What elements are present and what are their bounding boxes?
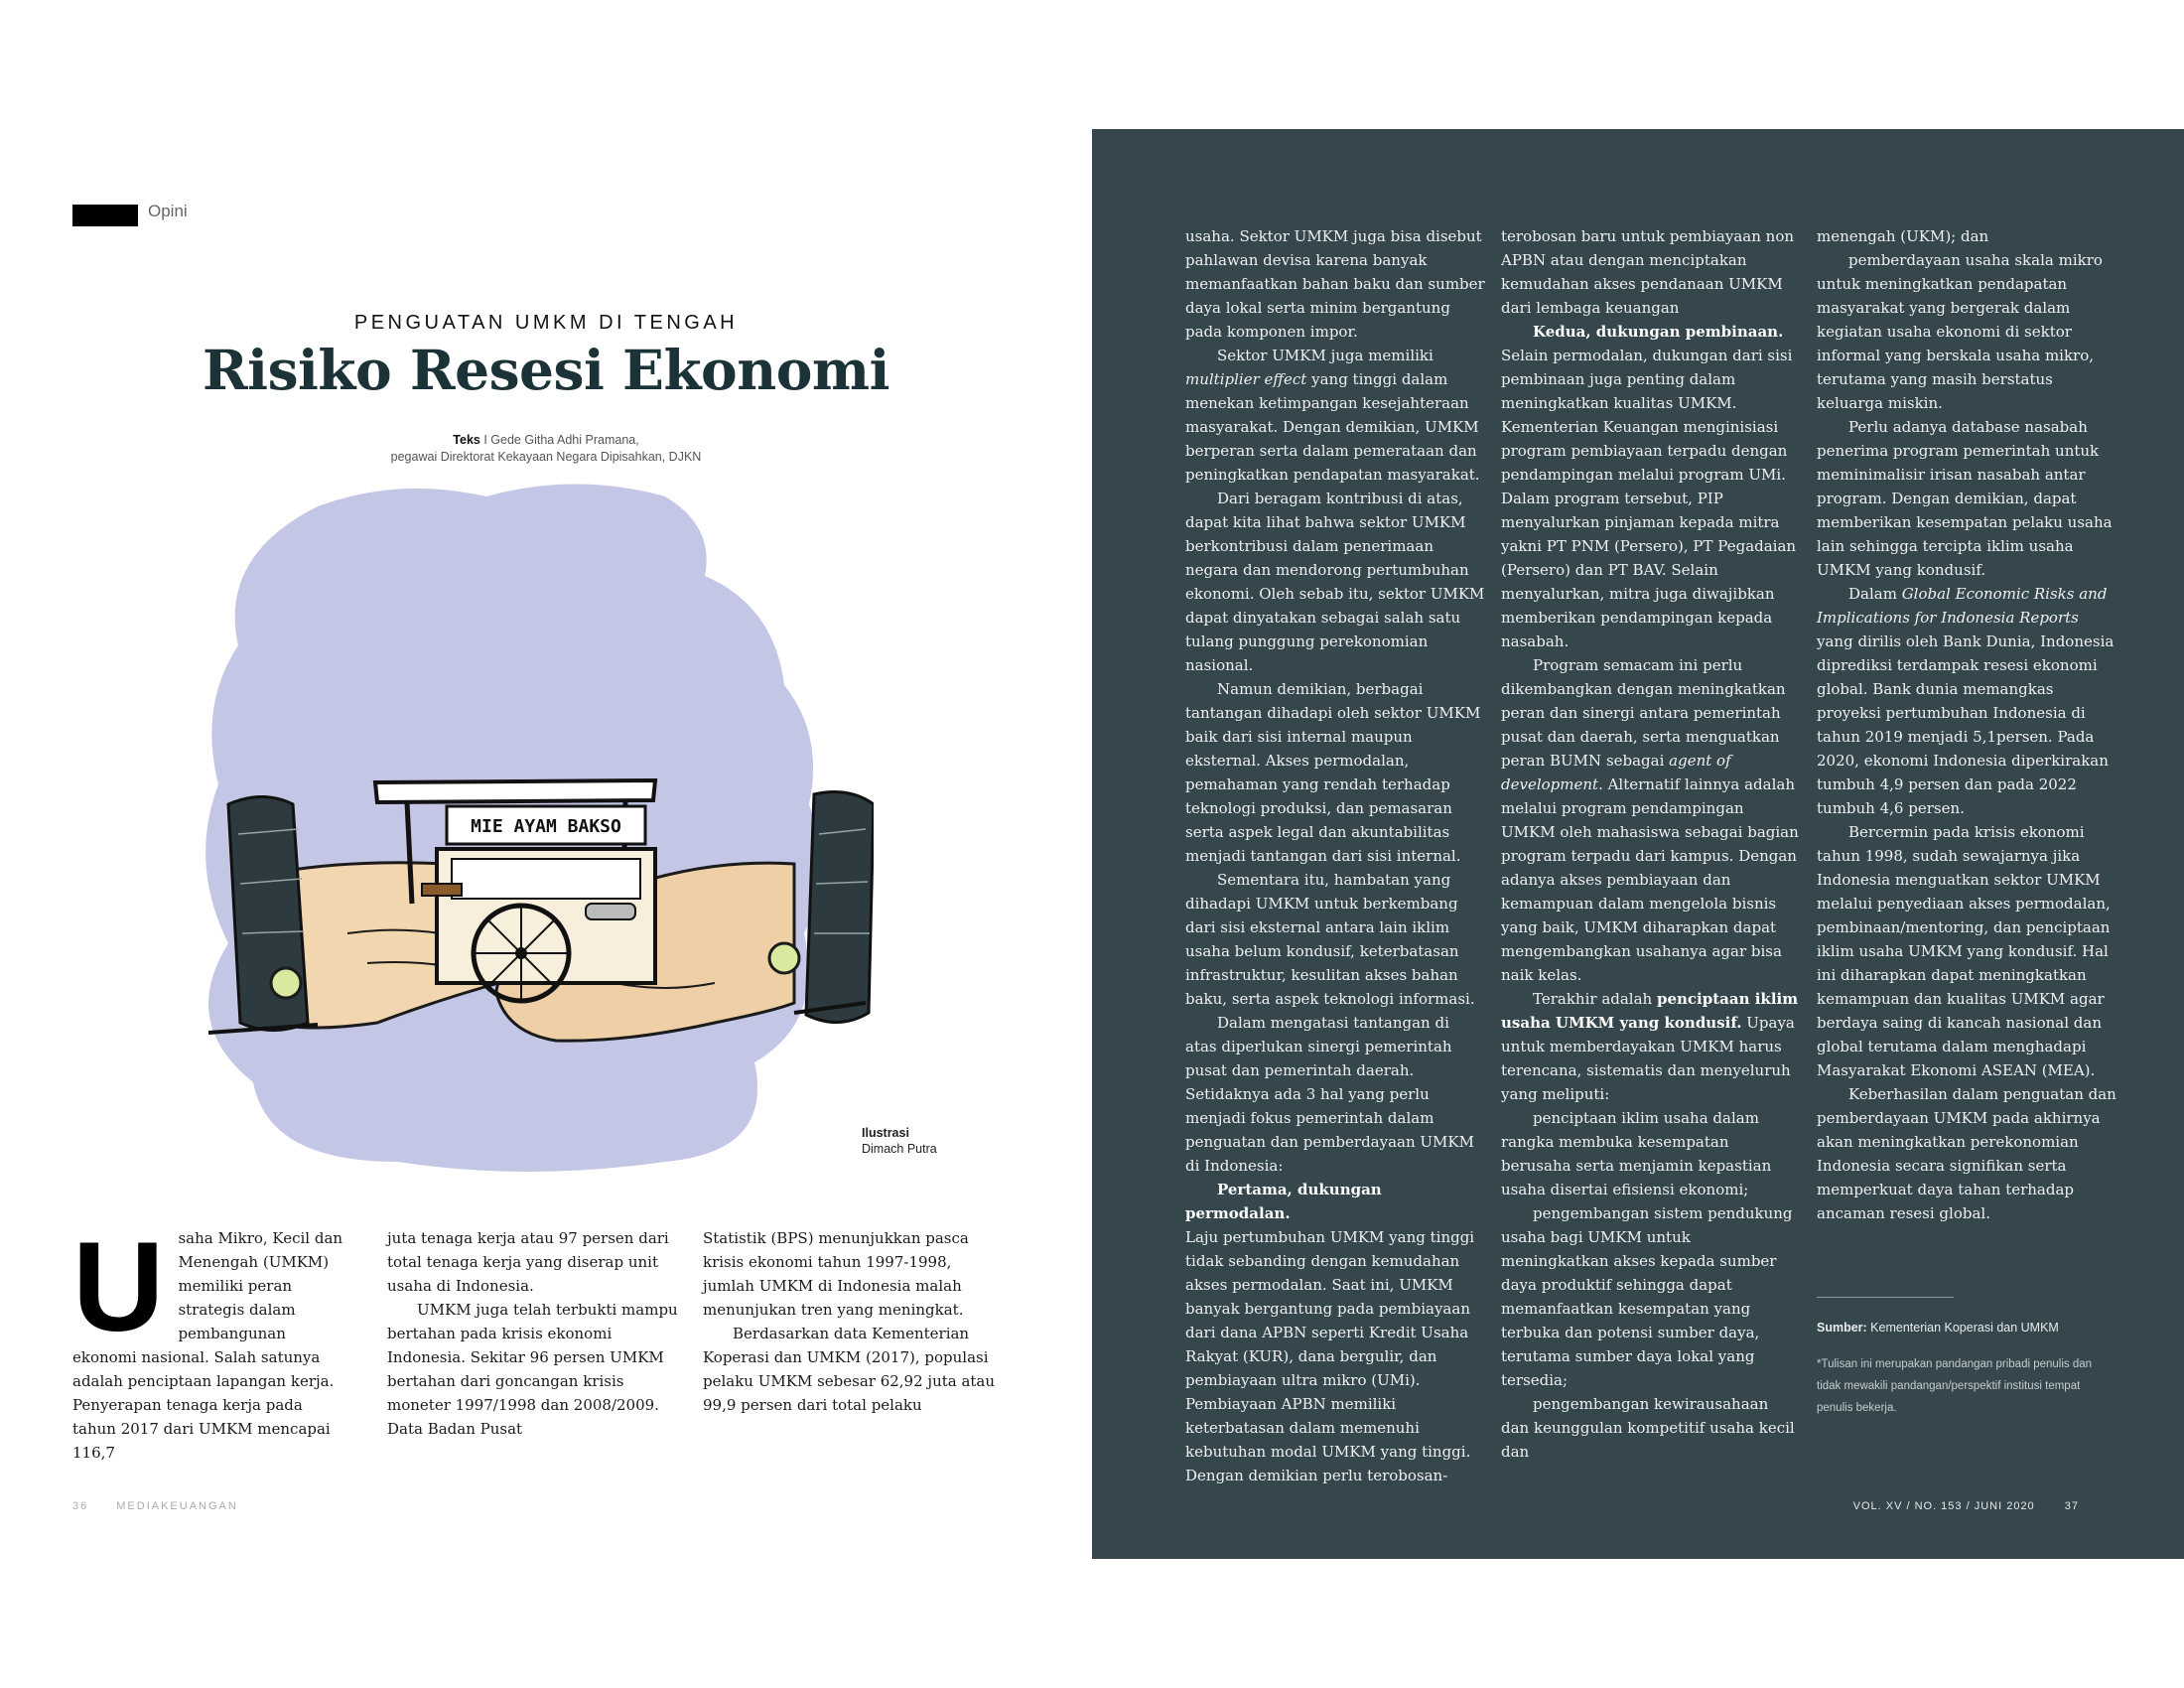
subheading: Kedua, dukungan pembinaan. [1533, 323, 1784, 341]
body-column-2 [387, 1226, 685, 1441]
paragraph: Laju pertumbuhan UMKM yang tinggi tidak sebanding dengan kemudahan akses permodalan. Saat ini, UMKM banyak bergantung pada pembiayaan dari dana APBN seperti Kredit Usaha Rakyat (KUR), dana bergulir, dan pembiayaan ultra mikro (UMi). Pembiayaan APBN memiliki keterbatasan dalam memenuhi kebutuhan modal UMKM yang tinggi. Dengan demikian perlu terobosan- [1185, 1228, 1475, 1484]
paragraph: Sektor UMKM juga memiliki multiplier effect yang tinggi dalam menekan ketimpangan kesejahteraan masyarakat. Dengan demikian, UMKM berperan serta dalam pemerataan dan peningkatkan pendapatan masyarakat. [1185, 347, 1480, 484]
paragraph: Bercermin pada krisis ekonomi tahun 1998, sudah sewajarnya jika Indonesia menguatkan sektor UMKM melalui penyediaan akses permodalan, pembinaan/mentoring, dan penciptaan iklim usaha UMKM yang kondusif. Hal ini diharapkan dapat meningkatkan kemampuan dan kualitas UMKM agar berdaya saing di kancah nasional dan global terutama dalam menghadapi Masyarakat Ekonomi ASEAN (MEA). [1817, 823, 2111, 1079]
paragraph: Berdasarkan data Kementerian Koperasi dan UMKM (2017), populasi pelaku UMKM sebesar 62,92 juta atau 99,9 persen dari total pelaku [703, 1325, 996, 1414]
paragraph: saha Mikro, Kecil dan Menengah (UMKM) memiliki peran strategis dalam pembangunan ekonomi nasional. Salah satunya adalah penciptaan lapangan kerja. Penyerapan tenaga kerja pada tahun 2017 dari UMKM mencapai 116,7 [72, 1229, 343, 1462]
right-sleeve [806, 792, 874, 1023]
list-item: penciptaan iklim usaha dalam rangka membuka kesempatan berusaha serta menjamin kepastian usaha disertai efisiensi ekonomi; [1501, 1109, 1772, 1198]
paragraph: UMKM juga telah terbukti mampu bertahan pada krisis ekonomi Indonesia. Sekitar 96 persen UMKM bertahan dari goncangan krisis moneter 1997/1998 dan 2008/2009. Data Badan Pusat [387, 1301, 678, 1438]
article-title: Risiko Resesi Ekonomi [202, 338, 890, 402]
paragraph: Dalam Global Economic Risks and Implications for Indonesia Reports yang dirilis oleh Bank Dunia, Indonesia diprediksi terdampak resesi ekonomi global. Bank dunia memangkas proyeksi pertumbuhan Indonesia di tahun 2019 menjadi 5,1persen. Pada 2020, ekonomi Indonesia diperkirakan tumbuh 4,9 persen dan pada 2022 tumbuh 4,6 persen. [1817, 585, 2115, 817]
byline-author: I Gede Githa Adhi Pramana, [479, 433, 639, 447]
paragraph: Program semacam ini perlu dikembangkan dengan meningkatkan peran dan sinergi antara pemerintah pusat dan daerah, serta menguatkan peran BUMN sebagai agent of development. Alternatif lainnya adalah melalui program pendampingan UMKM oleh mahasiswa sebagai bagian program terpadu dari kampus. Dengan adanya akses pembiayaan dan kemampuan dalam mengelola bisnis yang baik, UMKM diharapkan dapat mengembangkan usahanya agar bisa naik kelas. [1501, 656, 1799, 984]
credit-name: Dimach Putra [862, 1142, 937, 1156]
magazine-name: MEDIAKEUANGAN [116, 1500, 238, 1512]
article-kicker: PENGUATAN UMKM DI TENGAH [353, 312, 739, 334]
paragraph: terobosan baru untuk pembiayaan non APBN atau dengan menciptakan kemudahan akses pendanaan UMKM dari lembaga keuangan [1501, 227, 1795, 317]
left-folio [72, 1500, 238, 1512]
source-label: Sumber: [1817, 1321, 1867, 1335]
source-text: Kementerian Koperasi dan UMKM [1866, 1321, 2059, 1335]
left-cufflink [271, 968, 301, 998]
page-number-right: 37 [2064, 1500, 2079, 1512]
illustration-credit [862, 1125, 937, 1157]
source-line [1817, 1321, 2115, 1335]
page-number-left: 36 [72, 1500, 89, 1512]
paragraph: menengah (UKM); dan [1817, 227, 1989, 245]
subheading: Pertama, dukungan permodalan. [1185, 1181, 1382, 1222]
right-folio [1853, 1500, 2079, 1512]
disclaimer-note: *Tulisan ini merupakan pandangan pribadi penulis dan tidak mewakili pandangan/perspektif institusi tempat penulis bekerja. [1817, 1358, 2093, 1414]
list-item: pengembangan kewirausahaan dan keunggulan kompetitif usaha kecil dan [1501, 1395, 1795, 1461]
paragraph: usaha. Sektor UMKM juga bisa disebut pahlawan devisa karena banyak memanfaatkan bahan baku dan sumber daya lokal serta minim bergantung pada komponen impor. [1185, 227, 1485, 341]
paragraph: Selain permodalan, dukungan dari sisi pembinaan juga penting dalam meningkatkan kualitas UMKM. Kementerian Keuangan menginisiasi program pembiayaan terpadu dengan pendampingan melalui program UMi. Dalam program tersebut, PIP menyalurkan pinjaman kepada mitra yakni PT PNM (Persero), PT Pegadaian (Persero) dan PT BAV. Selain menyalurkan, mitra juga diwajibkan memberikan pendampingan kepada nasabah. [1501, 347, 1797, 650]
byline-affiliation: pegawai Direktorat Kekayaan Negara Dipisahkan, DJKN [390, 450, 702, 464]
cart-roof [375, 780, 655, 802]
paragraph: Namun demikian, berbagai tantangan dihadapi oleh sektor UMKM baik dari sisi internal maupun eksternal. Akses permodalan, pemahaman yang rendah terhadap teknologi produksi, dan pemasaran serta aspek legal dan akuntabilitas menjadi tantangan dari sisi internal. [1185, 680, 1481, 865]
issue-info: VOL. XV / NO. 153 / JUNI 2020 [1852, 1500, 2035, 1512]
source-divider [1817, 1297, 1954, 1298]
paragraph: Keberhasilan dalam penguatan dan pemberdayaan UMKM pada akhirnya akan meningkatkan perekonomian Indonesia secara signifikan serta memperkuat daya tahan terhadap ancaman resesi global. [1817, 1085, 2116, 1222]
paragraph: Terakhir adalah penciptaan iklim usaha UMKM yang kondusif. Upaya untuk memberdayakan UMKM harus terencana, sistematis dan menyeluruh yang meliputi: [1501, 990, 1799, 1103]
paragraph: Sementara itu, hambatan yang dihadapi UMKM untuk berkembang dari sisi eksternal antara lain iklim usaha belum kondusif, keterbatasan infrastruktur, kesulitan akses bahan baku, serta aspek teknologi informasi. [1185, 871, 1475, 1008]
body-column-3 [703, 1226, 1003, 1417]
credit-label: Ilustrasi [862, 1126, 909, 1140]
right-cufflink [769, 943, 799, 973]
byline-prefix: Teks [453, 433, 480, 447]
section-label: Opini [148, 202, 188, 220]
body-column-1 [72, 1216, 350, 1465]
drop-cap: U [72, 1216, 165, 1358]
right-column-3 [1817, 224, 2116, 1225]
right-column-2 [1501, 224, 1801, 1464]
handshake-illustration [199, 467, 874, 1201]
cart-sign-text: MIE AYAM BAKSO [471, 816, 621, 837]
paragraph: Dari beragam kontribusi di atas, dapat kita lihat bahwa sektor UMKM berkontribusi dalam penerimaan negara dan mendorong pertumbuhan ekonomi. Oleh sebab itu, sektor UMKM dapat dinyatakan sebagai salah satu tulang punggung perekonomian nasional. [1185, 490, 1485, 674]
paragraph: Statistik (BPS) menunjukkan pasca krisis ekonomi tahun 1997-1998, jumlah UMKM di Indonesia malah menunjukan tren yang meningkat. [703, 1229, 969, 1319]
list-item: pemberdayaan usaha skala mikro untuk meningkatkan pendapatan masyarakat yang bergerak dalam kegiatan usaha ekonomi di sektor informal yang berskala usaha mikro, terutama yang masih berstatus keluarga miskin. [1817, 251, 2103, 412]
paragraph: Perlu adanya database nasabah penerima program pemerintah untuk meminimalisir irisan nasabah antar program. Dengan demikian, dapat memberikan kesempatan pelaku usaha lain sehingga tercipta iklim usaha UMKM yang kondusif. [1817, 418, 2113, 579]
section-marker [72, 205, 138, 226]
article-byline [0, 432, 1092, 466]
right-column-1 [1185, 224, 1485, 1487]
paragraph: juta tenaga kerja atau 97 persen dari total tenaga kerja yang diserap unit usaha di Indonesia. [387, 1229, 669, 1295]
list-item: pengembangan sistem pendukung usaha bagi UMKM untuk meningkatkan akses kepada sumber daya produktif sehingga dapat memanfaatkan kesempatan yang terbuka dan potensi sumber daya, terutama sumber daya lokal yang tersedia; [1501, 1204, 1793, 1389]
paragraph: Dalam mengatasi tantangan di atas diperlukan sinergi pemerintah pusat dan pemerintah daerah. Setidaknya ada 3 hal yang perlu menjadi fokus pemerintah dalam penguatan dan pemberdayaan UMKM di Indonesia: [1185, 1014, 1474, 1175]
